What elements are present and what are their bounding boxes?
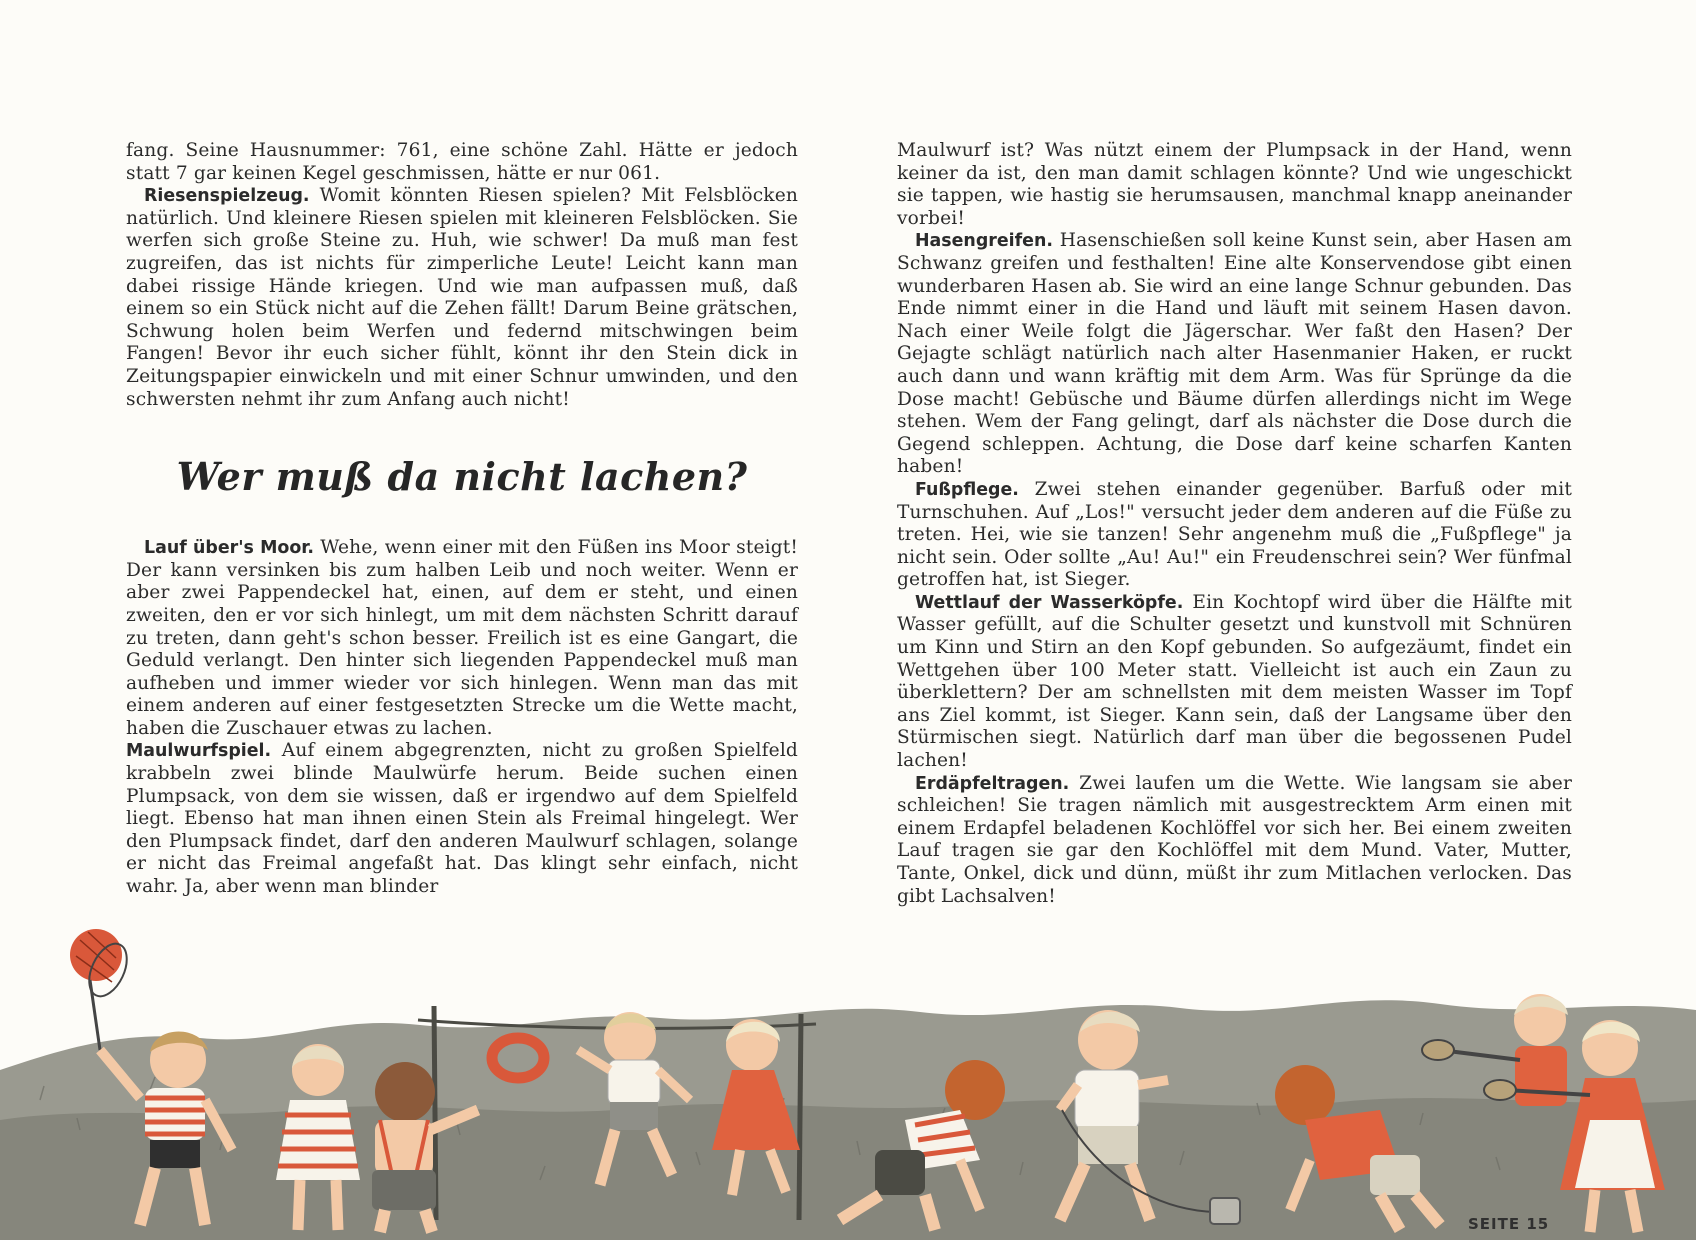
right-column xyxy=(897,140,1572,908)
page-number: SEITE 15 xyxy=(1468,1215,1550,1233)
section-fusspflege xyxy=(897,479,1572,592)
section-text: Hasenschießen soll keine Kunst sein, aber Hasen am Schwanz greifen und festhalten! Eine alte Konservendose gibt einen wunderbaren Hasen ab. Sie wird an eine lange Schnur gebunden. Das Ende nimmt einer in die Hand und läuft mit seinem Hasen davon. Nach einer Weile folgt die Jägerschar. Wer faßt den Hasen? Der Gejagte schlägt natürlich nach alter Hasenmanier Haken, er ruckt auch dann und wann kräftig mit dem Arm. Was für Sprünge da die Dose macht! Gebüsche und Bäume dürfen allerdings nicht im Wege stehen. Wem der Fang gelingt, darf als nächster die Dose durch die Gegend schleppen. Achtung, die Dose darf keine scharfen Kanten haben! xyxy=(897,230,1572,478)
section-text: Zwei stehen einander gegenüber. Barfuß oder mit Turnschuhen. Auf „Los!" versucht jeder dem anderen auf die Füße zu treten. Hei, wie sie tanzen! Sehr angenehm muß die „Fußpflege" ja nicht sein. Oder sollte „Au! Au!" ein Freudenschrei sein? Wer fünfmal getroffen hat, ist Sieger. xyxy=(897,478,1572,591)
section-maulwurfspiel xyxy=(126,740,798,898)
section-erdaepfeltragen xyxy=(897,773,1572,909)
section-text: Womit könnten Riesen spielen? Mit Felsblöcken natürlich. Und kleinere Riesen spielen mit kleineren Felsblöcken. Sie werfen sich große Steine zu. Huh, wie schwer! Da muß man fest zugreifen, das ist nichts für zimperliche Leute! Leicht kann man dabei rissige Hände kriegen. Und wie man aufpassen muß, daß einem so ein Stück nicht auf die Zehen fällt! Darum Beine grätschen, Schwung holen beim Werfen und federnd mitschwingen beim Fangen! Bevor ihr euch sicher fühlt, könnt ihr den Stein dick in Zeitungspapier einwickeln und mit einer Schnur umwinden, und den schwersten nehmt ihr zum Anfang auch nicht! xyxy=(126,185,798,410)
section-title: Hasengreifen. xyxy=(915,231,1053,252)
section-title: Fußpflege. xyxy=(915,479,1019,500)
potato-icon xyxy=(1484,1080,1516,1100)
section-wettlauf xyxy=(897,592,1572,773)
section-text: Zwei laufen um die Wette. Wie langsam sie aber schleichen! Sie tragen nämlich mit ausgestrecktem Arm einen mit einem Erdapfel beladenen Kochlöffel vor sich her. Bei einem zweiten Lauf tragen sie gar den Kochlöffel mit dem Mund. Vater, Mutter, Tante, Onkel, dick und dünn, müßt ihr zum Mitlachen verlocken. Das gibt Lachsalven! xyxy=(897,772,1572,907)
section-hasengreifen xyxy=(897,230,1572,479)
section-text: Ein Kochtopf wird über die Hälfte mit Wasser gefüllt, auf die Schulter gesetzt und kunstvoll mit Schnüren um Kinn und Stirn an den Kopf gebunden. So aufgezäumt, findet ein Wettgehen über 100 Meter statt. Vielleicht ist auch ein Zaun zu überklettern? Der am schnellsten mit dem meisten Wasser im Topf ans Ziel kommt, ist Sieger. Kann sein, daß der Langsame über den Stürmischen siegt. Natürlich darf man über die begossenen Pudel lachen! xyxy=(897,591,1572,772)
intro-paragraph: Maulwurf ist? Was nützt einem der Plumpsack in der Hand, wenn keiner da ist, den man damit schlagen könnte? Und wie ungeschickt sie tappen, wie hastig sie herumsausen, manchmal knapp aneinander vorbei! xyxy=(897,140,1572,229)
section-title: Wettlauf der Wasserköpfe. xyxy=(915,592,1184,613)
section-title: Lauf über's Moor. xyxy=(144,538,315,559)
section-text: Wehe, wenn einer mit den Füßen ins Moor steigt! Der kann versinken bis zum halben Leib und noch weiter. Wenn er aber zwei Pappendeckel hat, einen, auf dem er steht, und einen zweiten, den er vor sich hinlegt, um mit dem nächsten Schritt darauf zu treten, dann geht's schon besser. Freilich ist es eine Gangart, die Geduld verlangt. Den hinter sich liegenden Pappendeckel muß man aufheben und immer wieder vor sich hinlegen. Wenn man das mit einem anderen auf einer festgesetzten Strecke um die Wette macht, haben die Zuschauer etwas zu lachen. xyxy=(126,537,798,739)
section-lauf-ueber-moor xyxy=(126,537,798,740)
tin-can-icon xyxy=(1210,1198,1240,1224)
children-playing-illustration xyxy=(0,920,1696,1240)
section-riesenspielzeug xyxy=(126,185,798,411)
section-text: Auf einem abgegrenzten, nicht zu großen Spielfeld krabbeln zwei blinde Maulwürfe herum. Beide suchen einen Plumpsack, von dem sie wissen, daß er irgendwo auf dem Spielfeld liegt. Ebenso hat man ihnen einen Stein als Freimal hingelegt. Wer den Plumpsack findet, darf den anderen Maulwurf schlagen, solange er nicht das Freimal angefaßt hat. Das klingt sehr einfach, nicht wahr. Ja, aber wenn man blinder xyxy=(126,740,798,898)
section-title: Riesenspielzeug. xyxy=(144,186,310,207)
section-title: Erdäpfeltragen. xyxy=(915,773,1070,794)
potato-icon xyxy=(1422,1040,1454,1060)
section-title: Maulwurfspiel. xyxy=(126,741,272,762)
intro-paragraph: fang. Seine Hausnummer: 761, eine schöne Zahl. Hätte er jedoch statt 7 gar keinen Kegel geschmissen, hätte er nur 061. xyxy=(126,140,798,184)
section-heading: Wer muß da nicht lachen? xyxy=(176,454,748,500)
left-column xyxy=(126,140,798,899)
